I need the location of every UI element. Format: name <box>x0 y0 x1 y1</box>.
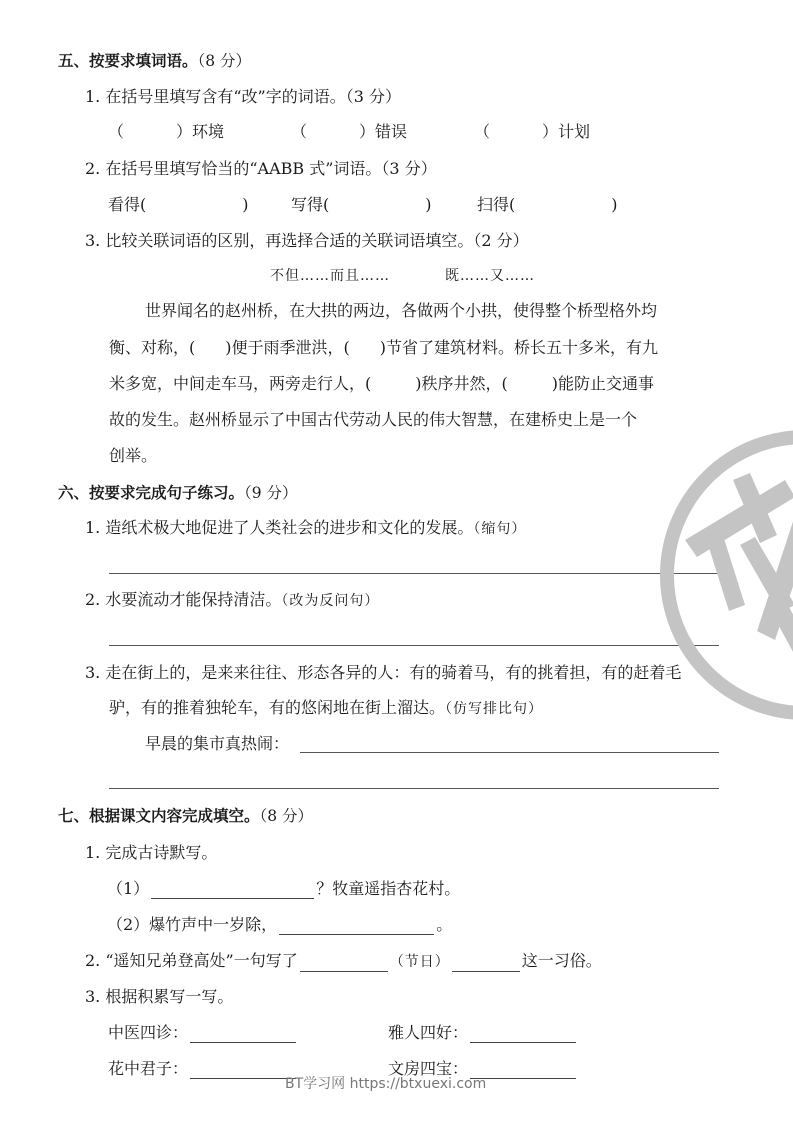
s7-q1-label: 1. 完成古诗默写。 <box>85 843 218 862</box>
s7-q3-label: 3. 根据积累写一写。 <box>85 987 234 1006</box>
section-6-points: （9 分） <box>244 484 298 502</box>
s6-q3-prompt: 早晨的集市真热闹： <box>145 734 290 753</box>
section-5-points: （8 分） <box>197 52 252 70</box>
section-5-title: 五、按要求填词语。 <box>58 52 198 70</box>
answer-blank[interactable] <box>470 1024 576 1043</box>
conjunction-option-1: 不但……而且…… <box>270 268 390 284</box>
passage-line-3: 米多宽，中间走车马，两旁走行人，( )秩序井然，( )能防止交通事 <box>109 374 654 393</box>
passage-line-4: 故的发生。赵州桥显示了中国古代劳动人民的伟大智慧，在建桥史上是一个 <box>109 410 638 429</box>
passage-line-2: 衡、对称，( )便于雨季泄洪，( )节省了建筑材料。桥长五十多米，有九 <box>109 338 658 357</box>
festival-blank[interactable] <box>300 953 388 972</box>
answer-blank[interactable] <box>190 1024 296 1043</box>
s6-q3-line-1: 3. 走在街上的，是来来往往、形态各异的人：有的骑着马，有的挑着担，有的赶着毛 <box>85 663 682 682</box>
poem-answer-blank-2[interactable] <box>279 916 434 935</box>
s5-q2-label: 2. 在括号里填写恰当的“AABB 式”词语。（3 分） <box>85 159 437 178</box>
s7-q1-part-1: （1） ？牧童遥指杏花村。 <box>107 879 461 898</box>
s6-q1-answer-line[interactable] <box>109 573 719 574</box>
passage-line-5: 创举。 <box>109 446 158 465</box>
s6-q2: 2. 水要流动才能保持清洁。（改为反问句） <box>85 590 380 609</box>
s6-q1: 1. 造纸术极大地促进了人类社会的进步和文化的发展。（缩句） <box>85 518 527 537</box>
section-7-title: 七、根据课文内容完成填空。 <box>58 807 260 825</box>
custom-blank[interactable] <box>452 953 520 972</box>
section-5-heading <box>58 51 251 71</box>
s7-q2: 2. “遥知兄弟登高处”一句写了 （节日） 这一习俗。 <box>85 951 602 970</box>
conjunction-option-2: 既……又…… <box>445 268 535 284</box>
s7-q3-item-1: 中医四诊： <box>108 1023 298 1043</box>
s7-q3-item-2: 雅人四好： <box>388 1023 578 1043</box>
s5-q1-item-2: （ ）错误 <box>291 122 408 141</box>
s5-q1-item-3: （ ）计划 <box>474 122 591 141</box>
s6-q3-answer-line-2[interactable] <box>109 788 719 789</box>
s7-q3-item-4: 文房四宝： <box>388 1059 578 1079</box>
s5-q2-item-3: 扫得( ) <box>477 195 618 214</box>
s5-q2-item-1: 看得( ) <box>108 195 249 214</box>
s7-q3-item-3: 花中君子： <box>108 1059 298 1079</box>
section-7-points: （8 分） <box>259 807 314 825</box>
s7-q1-part-2: （2）爆竹声中一岁除， 。 <box>107 915 453 934</box>
s6-q2-answer-line[interactable] <box>109 645 719 646</box>
section-7-heading <box>58 806 313 826</box>
s6-q3-answer-line-1[interactable] <box>300 752 719 753</box>
answer-blank[interactable] <box>190 1060 296 1079</box>
section-6-heading <box>58 483 298 503</box>
passage-line-1: 世界闻名的赵州桥，在大拱的两边，各做两个小拱，使得整个桥型格外均 <box>145 301 658 320</box>
s5-q2-item-2: 写得( ) <box>291 195 432 214</box>
section-6-title: 六、按要求完成句子练习。 <box>58 484 245 502</box>
poem-answer-blank-1[interactable] <box>151 880 314 899</box>
footer-watermark: BT学习网 https://btxuexi.com <box>285 1076 487 1092</box>
s6-q3-line-2: 驴，有的推着独轮车，有的悠闲地在街上溜达。（仿写排比句） <box>109 698 544 717</box>
s5-q3-label: 3. 比较关联词语的区别，再选择合适的关联词语填空。（2 分） <box>85 231 529 250</box>
s5-q1-label: 1. 在括号里填写含有“改”字的词语。（3 分） <box>85 87 401 106</box>
s5-q1-item-1: （ ）环境 <box>108 122 225 141</box>
